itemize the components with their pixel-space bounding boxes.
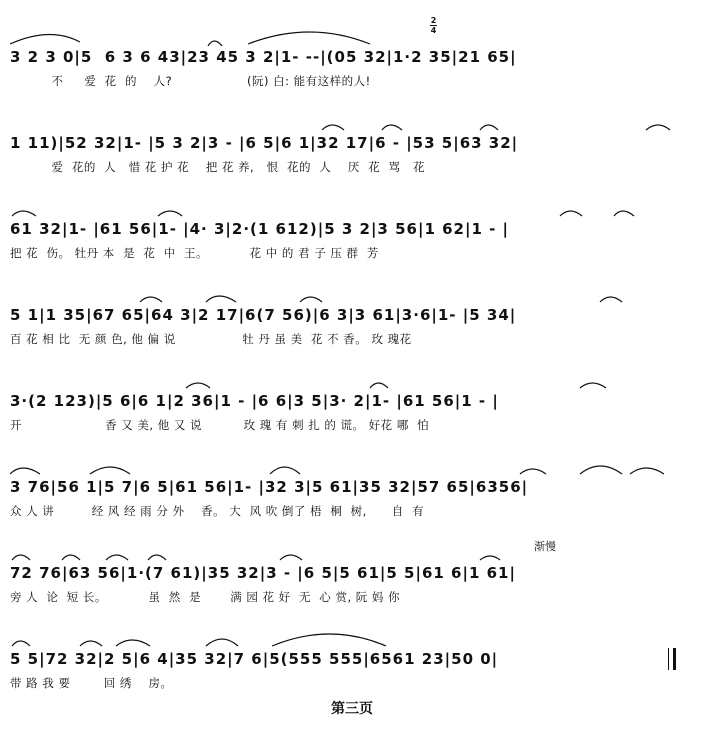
notation-line: 5 5|72 32|2 5|6 4|35 32|7 6|5(555 555|6561 23|50 0| [10,650,499,668]
slur-marks [10,284,694,306]
score-system-1 [10,16,694,106]
final-barline [668,648,676,670]
lyrics-line: 爱 花的 人 惜 花 护 花 把 花 养, 恨 花的 人 厌 花 骂 花 [10,160,425,174]
slur-marks [10,370,694,392]
notation-line: 3 2 3 0|5 6 3 6 43|23 45 3 2|1- --|(05 32|1·2 35|21 65| [10,48,517,66]
time-signature-top: 2 [430,16,437,25]
time-signature-bottom: 4 [430,26,437,35]
notation-line: 61 32|1- |61 56|1- |4· 3|2·(1 612)|5 3 2|3 56|1 62|1 - | [10,220,510,238]
lyrics-line: 不 爱 花 的 人? (阮) 白: 能有这样的人! [10,74,371,88]
lyrics-line: 带 路 我 要 回 绣 房。 [10,676,173,690]
time-signature [430,16,437,35]
score-system-2 [10,132,694,192]
slur-marks [10,628,694,650]
lyrics-line: 旁 人 论 短 长。 虽 然 是 满 园 花 好 无 心 赏, 阮 妈 你 [10,590,401,604]
notation-line: 5 1|1 35|67 65|64 3|2 17|6(7 56)|6 3|3 61|3·6|1- |5 34| [10,306,517,324]
tempo-mark: 渐慢 [534,540,556,553]
score-system-5 [10,390,694,450]
notation-line: 72 76|63 56|1·(7 61)|35 32|3 - |6 5|5 61|5 5|61 6|1 61| [10,564,516,582]
slur-marks [10,198,694,220]
slur-marks [10,542,694,564]
lyrics-line: 众 人 讲 经 风 经 雨 分 外 香。 大 风 吹 倒了 梧 桐 树, 自 有 [10,504,425,518]
score-system-7 [10,540,694,622]
score-system-4 [10,304,694,364]
notation-line: 3 76|56 1|5 7|6 5|61 56|1- |32 3|5 61|35 32|57 65|6356| [10,478,529,496]
slur-marks [10,456,694,478]
lyrics-line: 百 花 相 比 无 颜 色, 他 偏 说 牡 丹 虽 美 花 不 香。 玫 瑰花 [10,332,412,346]
slur-marks [10,112,694,134]
lyrics-line: 把 花 伤。 牡丹 本 是 花 中 王。 花 中 的 君 子 压 群 芳 [10,246,379,260]
notation-line: 1 11)|52 32|1- |5 3 2|3 - |6 5|6 1|32 17|6 - |53 5|63 32| [10,134,519,152]
slur-marks [10,26,694,48]
score-system-6 [10,476,694,536]
notation-line: 3·(2 123)|5 6|6 1|2 36|1 - |6 6|3 5|3· 2|1- |61 56|1 - | [10,392,499,410]
lyrics-line: 开 香 又 美, 他 又 说 玫 瑰 有 刺 扎 的 谎。 好花 哪 怕 [10,418,430,432]
score-system-3 [10,218,694,278]
page-footer: 第三页 [331,701,373,717]
